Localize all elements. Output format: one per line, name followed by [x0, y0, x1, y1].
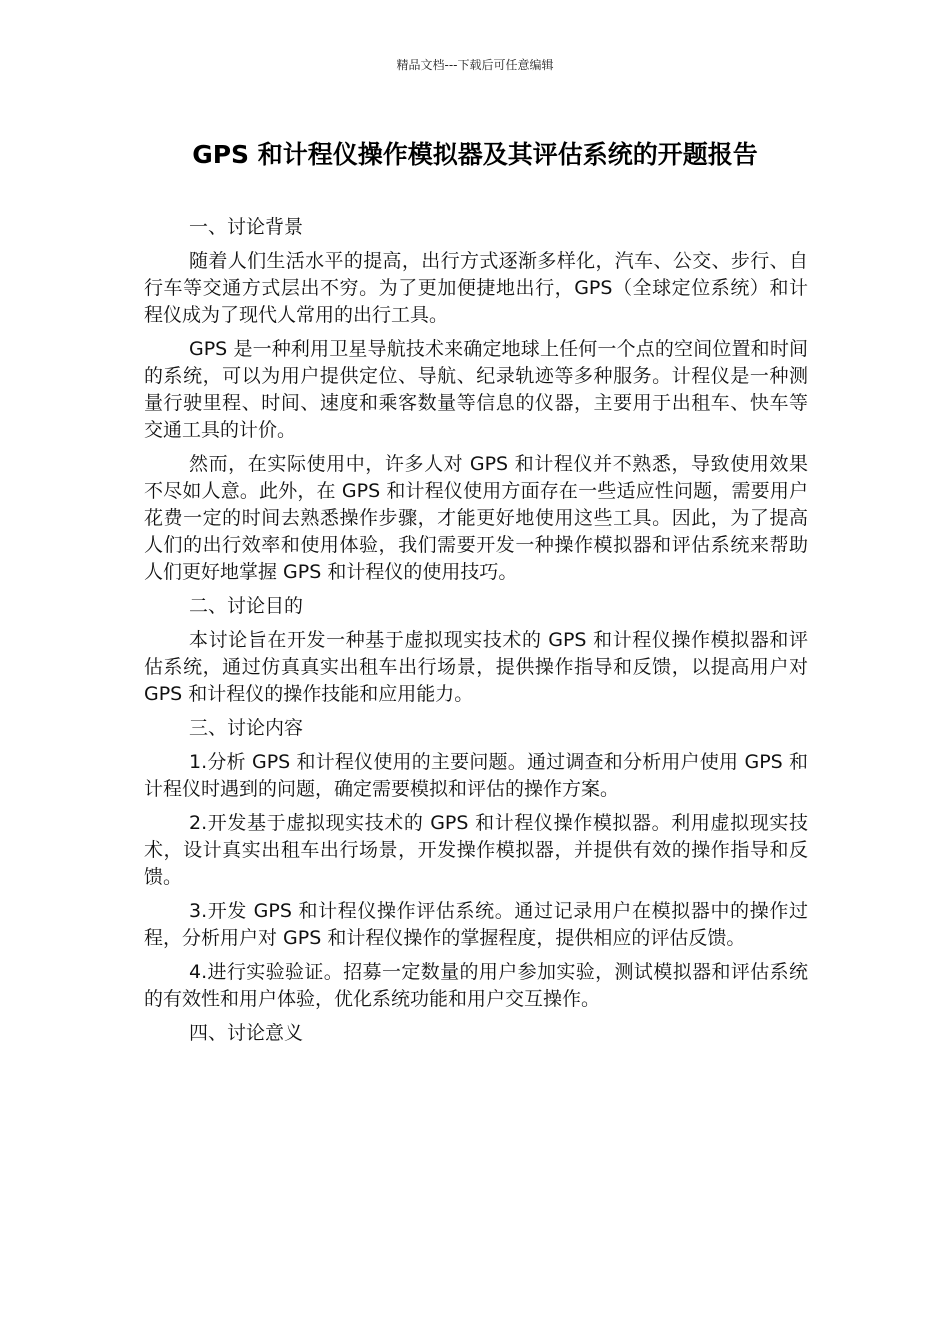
paragraph-purpose: 本讨论旨在开发一种基于虚拟现实技术的 GPS 和计程仪操作模拟器和评估系统，通过仿真真实出租车出行场景，提供操作指导和反馈，以提高用户对 GPS 和计程仪的操作技能和应用能力。 [144, 629, 808, 705]
section-heading-content: 三、讨论内容 [189, 717, 304, 739]
paragraph-content-item-1: 1.分析 GPS 和计程仪使用的主要问题。通过调查和分析用户使用 GPS 和计程仪时遇到的问题，确定需要模拟和评估的操作方案。 [144, 751, 808, 800]
paragraph-background-1: 随着人们生活水平的提高，出行方式逐渐多样化，汽车、公交、步行、自行车等交通方式层出不穷。为了更加便捷地出行，GPS（全球定位系统）和计程仪成为了现代人常用的出行工具。 [144, 250, 808, 326]
paragraph-background-3: 然而，在实际使用中，许多人对 GPS 和计程仪并不熟悉，导致使用效果不尽如人意。此外，在 GPS 和计程仪使用方面存在一些适应性问题，需要用户花费一定的时间去熟悉操作步骤，才能更好地使用这些工具。因此，为了提高人们的出行效率和使用体验，我们需要开发一种操作模拟器和评估系统来帮助人们更好地掌握 GPS 和计程仪的使用技巧。 [144, 453, 808, 583]
paragraph-background-2: GPS 是一种利用卫星导航技术来确定地球上任何一个点的空间位置和时间的系统，可以为用户提供定位、导航、纪录轨迹等多种服务。计程仪是一种测量行驶里程、时间、速度和乘客数量等信息的仪器，主要用于出租车、快车等交通工具的计价。 [144, 338, 808, 441]
section-heading-background: 一、讨论背景 [189, 216, 304, 238]
paragraph-content-item-2: 2.开发基于虚拟现实技术的 GPS 和计程仪操作模拟器。利用虚拟现实技术，设计真实出租车出行场景，开发操作模拟器，并提供有效的操作指导和反馈。 [144, 812, 808, 888]
paragraph-content-item-4: 4.进行实验验证。招募一定数量的用户参加实验，测试模拟器和评估系统的有效性和用户体验，优化系统功能和用户交互操作。 [144, 961, 808, 1010]
section-heading-purpose: 二、讨论目的 [189, 595, 304, 617]
section-heading-significance: 四、讨论意义 [189, 1022, 304, 1044]
document-title: GPS 和计程仪操作模拟器及其评估系统的开题报告 [192, 140, 758, 169]
document-body [144, 214, 808, 1054]
page-header: 精品文档---下载后可任意编辑 [396, 58, 554, 72]
paragraph-content-item-3: 3.开发 GPS 和计程仪操作评估系统。通过记录用户在模拟器中的操作过程，分析用户对 GPS 和计程仪操作的掌握程度，提供相应的评估反馈。 [144, 900, 808, 949]
